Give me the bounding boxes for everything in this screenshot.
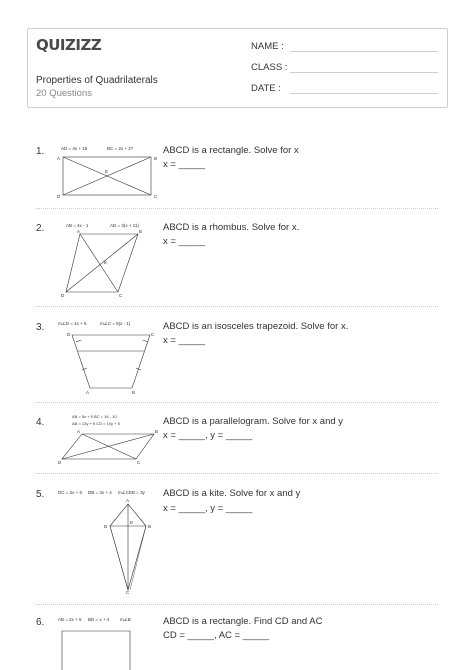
worksheet-title: Properties of Quadrilaterals [36, 75, 158, 86]
figure-equation: AB = 13y + 9 CD = 10y + 5 [72, 421, 120, 426]
answer-line[interactable]: CD = _____, AC = _____ [163, 630, 270, 641]
figure-equation: AD = 3(x + 11) [110, 223, 139, 228]
name-field[interactable] [290, 51, 438, 52]
vertex-label: E [105, 169, 109, 174]
vertex-label: C [137, 460, 141, 465]
question-text: ABCD is an isosceles trapezoid. Solve for x. [163, 321, 349, 332]
vertex-label: B [139, 229, 143, 234]
figure-equation: m∠D = 4x + 5 [58, 321, 87, 326]
vertex-label: C [154, 194, 158, 199]
question-text: ABCD is a rectangle. Solve for x [163, 145, 299, 156]
quizizz-logo: QUIZIZZ [36, 36, 102, 54]
question-number: 5. [36, 489, 45, 500]
question-text: ABCD is a rectangle. Find CD and AC [163, 616, 323, 627]
vertex-label: A [86, 390, 90, 395]
question-divider [36, 402, 438, 403]
vertex-label: D [67, 332, 71, 337]
vertex-label: D [104, 524, 108, 529]
vertex-label: C [119, 293, 123, 298]
figure-equation: m∠C = 5(x - 1) [100, 321, 131, 326]
vertex-label: E [104, 260, 108, 265]
figure-equation: AD = 4x + 15 [61, 146, 88, 151]
vertex-label: B [148, 524, 152, 529]
figure-equation: AB = 5x + 5 BC = 16 - 10 [72, 414, 117, 419]
question-divider [36, 306, 438, 307]
answer-line[interactable]: x = _____ [163, 335, 205, 346]
answer-line[interactable]: x = _____ [163, 236, 205, 247]
figure-equation: BD = x + 4 [88, 617, 110, 622]
question-text: ABCD is a parallelogram. Solve for x and y [163, 416, 344, 427]
figure-equation: BC = 2x + 27 [107, 146, 134, 151]
date-field[interactable] [290, 93, 438, 94]
vertex-label: B [132, 390, 136, 395]
figure-equation: m∠CEB = 3y [118, 490, 145, 495]
vertex-label: C [126, 590, 130, 595]
vertex-label: D [58, 460, 62, 465]
question-number: 1. [36, 146, 45, 157]
answer-line[interactable]: x = _____ [163, 159, 205, 170]
vertex-label: A [77, 229, 81, 234]
question-text: ABCD is a kite. Solve for x and y [163, 488, 301, 499]
question-text: ABCD is a rhombus. Solve for x. [163, 222, 300, 233]
question-number: 6. [36, 617, 45, 628]
class-field[interactable] [290, 72, 438, 73]
class-label: CLASS : [251, 62, 288, 73]
question-number: 4. [36, 417, 45, 428]
name-label: NAME : [251, 41, 284, 52]
figure-equation: DC = 2x + 5 [58, 490, 83, 495]
vertex-label: A [77, 429, 81, 434]
figure-equation: m∠B [120, 617, 131, 622]
vertex-label: D [57, 194, 61, 199]
vertex-label: D [61, 293, 65, 298]
parallelogram-figure [58, 412, 158, 467]
worksheet-question-count: 20 Questions [36, 88, 92, 99]
figure-equation: AB = 2x + 5 [58, 617, 82, 622]
vertex-label: A [57, 156, 61, 161]
question-divider [36, 208, 438, 209]
vertex-label: B [155, 429, 159, 434]
vertex-label: B [154, 156, 158, 161]
question-divider [36, 604, 438, 605]
rhombus-figure [58, 220, 148, 300]
vertex-label: E [130, 520, 134, 525]
vertex-label: C [151, 332, 155, 337]
question-number: 3. [36, 322, 45, 333]
date-label: DATE : [251, 83, 281, 94]
vertex-label: A [126, 498, 130, 503]
isosceles-trapezoid-figure [58, 318, 158, 396]
answer-line[interactable]: x = _____, y = _____ [163, 430, 253, 441]
question-number: 2. [36, 223, 45, 234]
kite-figure [58, 486, 158, 594]
rectangle-figure [55, 143, 160, 203]
figure-equation: DB = 3x + 4 [88, 490, 112, 495]
figure-equation: AB = 4x - 1 [66, 223, 89, 228]
answer-line[interactable]: x = _____, y = _____ [163, 503, 253, 514]
question-divider [36, 473, 438, 474]
rectangle-figure [58, 613, 158, 670]
